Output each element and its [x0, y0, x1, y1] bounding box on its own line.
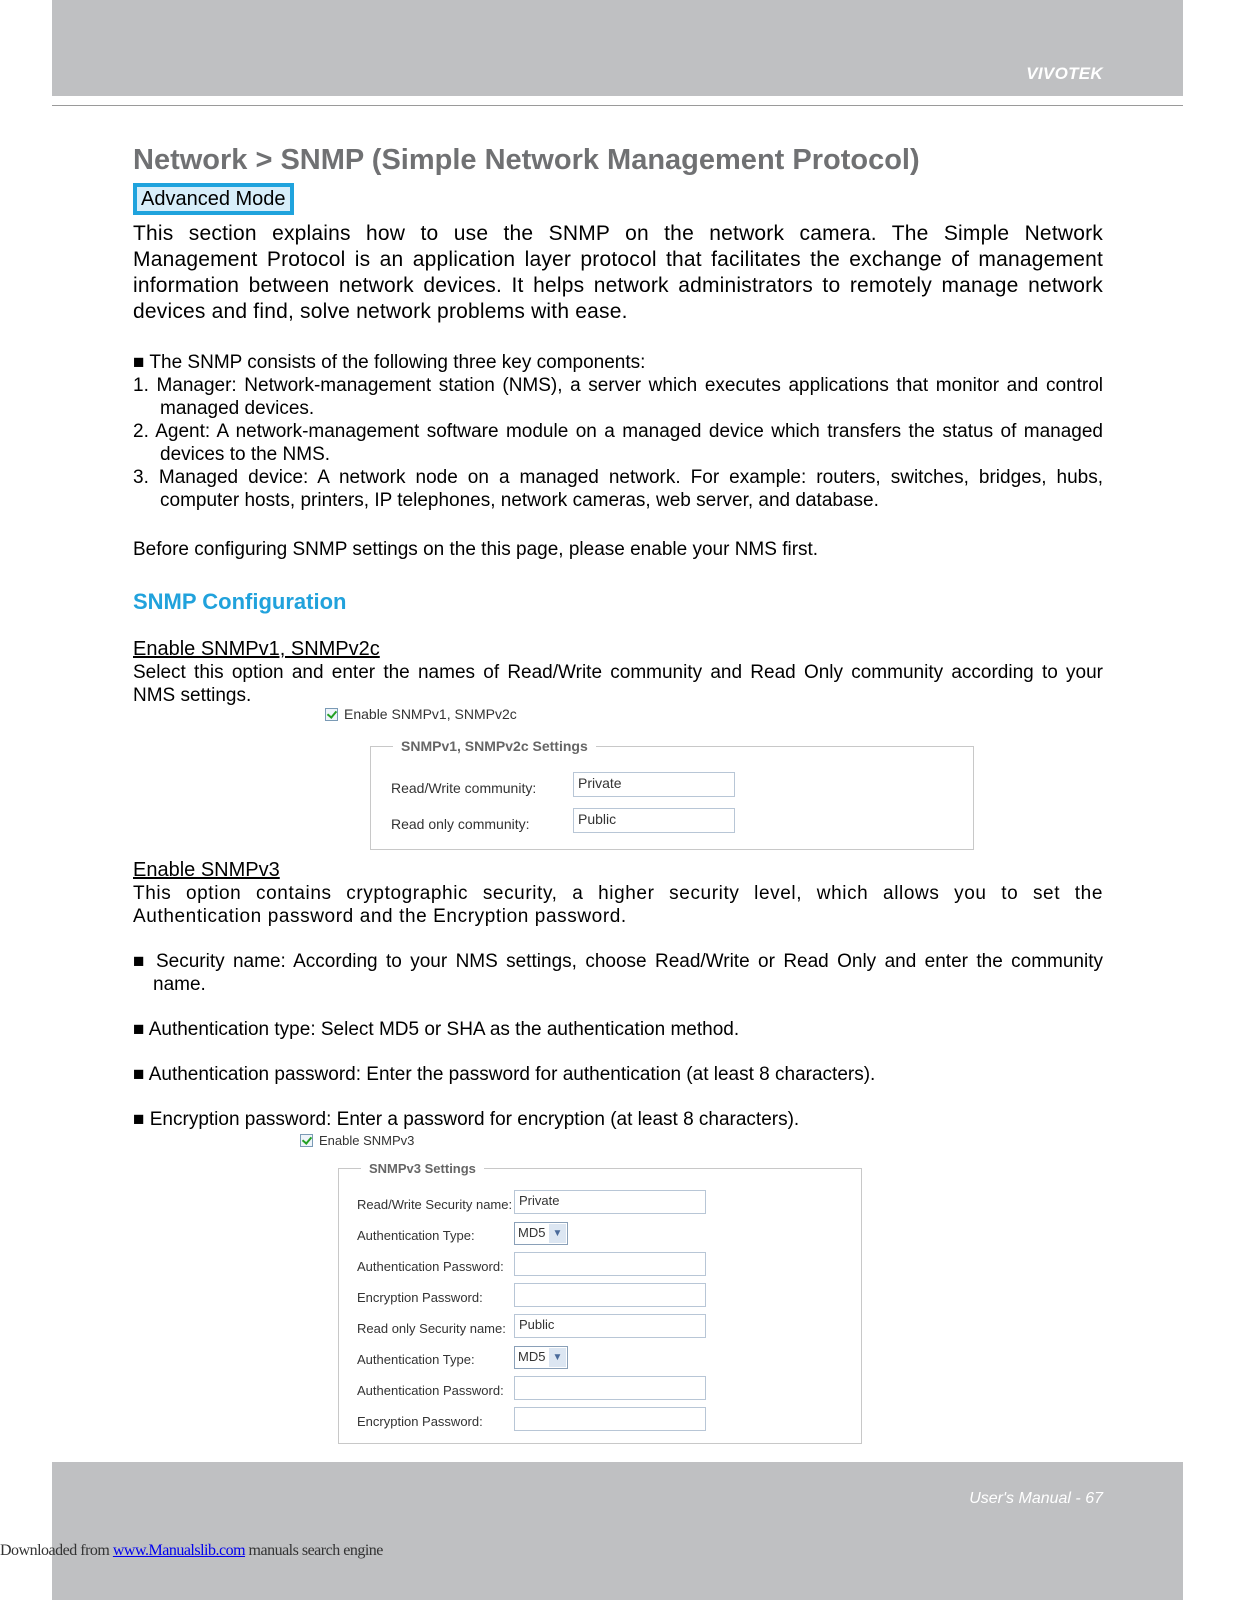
section-title: SNMP Configuration: [133, 589, 347, 614]
brand-logo: VIVOTEK: [1026, 64, 1103, 83]
components-list: [133, 351, 1103, 512]
ro-encryption-password-label: Encryption Password:: [357, 1414, 483, 1429]
rw-encryption-password-input[interactable]: [514, 1283, 706, 1307]
download-suffix: manuals search engine: [245, 1542, 383, 1559]
fieldset-legend: SNMPv1, SNMPv2c Settings: [401, 738, 588, 754]
v1v2-heading: Enable SNMPv1, SNMPv2c: [133, 638, 380, 660]
v3-heading: Enable SNMPv3: [133, 859, 280, 881]
page-title: Network > SNMP (Simple Network Management Protocol): [133, 144, 920, 176]
intro-paragraph: This section explains how to use the SNMP on the network camera. The Simple Network Management Protocol is an application layer protocol that facilitates the exchange of management information between network devices. It helps network administrators to remotely manage network devices and find, solve network problems with ease.: [133, 222, 1103, 323]
ro-community-input[interactable]: Public: [573, 808, 735, 833]
page-footer: [52, 1462, 1183, 1600]
chevron-down-icon[interactable]: ▼: [549, 1348, 566, 1367]
ro-encryption-password-input[interactable]: [514, 1407, 706, 1431]
v3-bullet: ■ Authentication password: Enter the password for authentication (at least 8 characters).: [133, 1064, 876, 1085]
snmpv3-settings-screenshot: [300, 1133, 880, 1453]
page-header: [52, 0, 1183, 96]
component-item: 3. Managed device: A network node on a managed network. For example: routers, switches, bridges, hubs, computer hosts, printers, IP telephones, network cameras, web server, and database.: [133, 467, 1103, 511]
checkbox-label: Enable SNMPv1, SNMPv2c: [344, 706, 517, 722]
component-item: 1. Manager: Network-management station (NMS), a server which executes applications that monitor and control managed devices.: [133, 375, 1103, 419]
component-item: 2. Agent: A network-management software module on a managed device which transfers the status of managed devices to the NMS.: [133, 421, 1103, 465]
select-value: MD5: [518, 1225, 546, 1240]
ro-auth-type-select[interactable]: [514, 1346, 568, 1369]
ro-auth-type-label: Authentication Type:: [357, 1352, 475, 1367]
v3-bullet: ■ Encryption password: Enter a password for encryption (at least 8 characters).: [133, 1109, 800, 1130]
ro-security-name-input[interactable]: Public: [514, 1314, 706, 1338]
v3-description: This option contains cryptographic security, a higher security level, which allows you to set the Authentication password and the Encryption password.: [133, 883, 1103, 927]
rw-community-label: Read/Write community:: [391, 780, 537, 796]
v1v2-description: Select this option and enter the names of Read/Write community and Read Only community according to your NMS settings.: [133, 662, 1103, 706]
enable-snmpv1v2-checkbox-row[interactable]: [325, 706, 517, 722]
rw-community-input[interactable]: Private: [573, 772, 735, 797]
components-lead: ■ The SNMP consists of the following three key components:: [133, 352, 646, 373]
before-note: Before configuring SNMP settings on the this page, please enable your NMS first.: [133, 539, 819, 560]
page-number: User's Manual - 67: [969, 1490, 1103, 1507]
rw-security-name-label: Read/Write Security name:: [357, 1197, 513, 1212]
ro-auth-password-label: Authentication Password:: [357, 1383, 504, 1398]
download-prefix: Downloaded from: [0, 1542, 113, 1559]
rw-security-name-input[interactable]: Private: [514, 1190, 706, 1214]
v3-content: [133, 858, 1103, 1131]
page-content: [133, 143, 1103, 707]
manualslib-link[interactable]: www.Manualslib.com: [112, 1542, 246, 1559]
v3-bullet: ■ Security name: According to your NMS settings, choose Read/Write or Read Only and enter the community name.: [133, 951, 1103, 995]
rw-encryption-password-label: Encryption Password:: [357, 1290, 483, 1305]
select-value: MD5: [518, 1349, 546, 1364]
enable-snmpv3-checkbox[interactable]: [300, 1134, 313, 1147]
ro-auth-password-input[interactable]: [514, 1376, 706, 1400]
snmpv1v2-settings-screenshot: [325, 706, 985, 856]
header-divider: [52, 105, 1183, 106]
download-attribution: [0, 1542, 383, 1560]
v3-bullet: ■ Authentication type: Select MD5 or SHA as the authentication method.: [133, 1019, 740, 1040]
rw-auth-type-select[interactable]: [514, 1222, 568, 1245]
checkbox-label: Enable SNMPv3: [319, 1133, 415, 1148]
enable-snmpv1v2-checkbox[interactable]: [325, 708, 338, 721]
rw-auth-type-label: Authentication Type:: [357, 1228, 475, 1243]
fieldset-legend: SNMPv3 Settings: [369, 1161, 476, 1176]
ro-community-label: Read only community:: [391, 816, 530, 832]
rw-auth-password-label: Authentication Password:: [357, 1259, 504, 1274]
rw-auth-password-input[interactable]: [514, 1252, 706, 1276]
enable-snmpv3-checkbox-row[interactable]: [300, 1133, 414, 1148]
ro-security-name-label: Read only Security name:: [357, 1321, 506, 1336]
advanced-mode-badge: Advanced Mode: [133, 183, 294, 215]
chevron-down-icon[interactable]: ▼: [549, 1224, 566, 1243]
